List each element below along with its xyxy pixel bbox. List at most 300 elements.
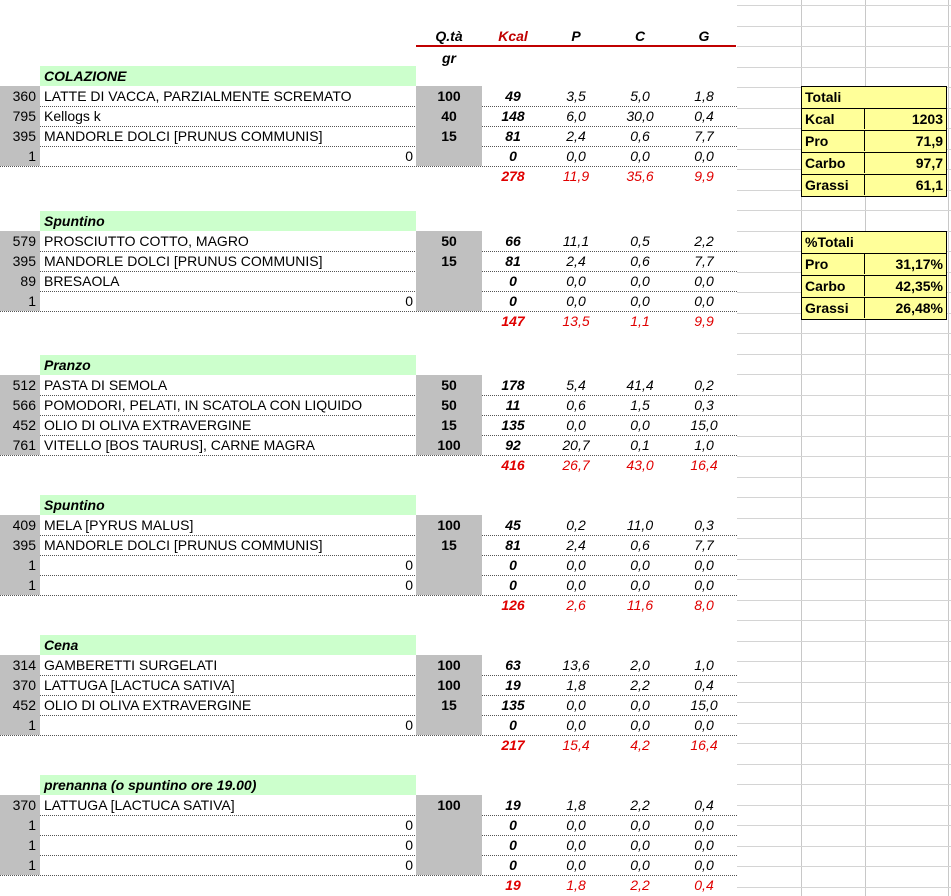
carbs-cell[interactable]: 0,1 (630, 437, 650, 453)
protein-cell[interactable]: 3,5 (566, 88, 586, 104)
grid-row-line (737, 210, 951, 211)
food-row[interactable] (0, 106, 737, 127)
percent-title: %Totali (805, 234, 854, 250)
food-code-cell[interactable]: 395 (0, 535, 40, 555)
zero-cell[interactable]: 0 (405, 817, 413, 833)
fat-cell[interactable]: 0,4 (694, 677, 714, 693)
grid-row-line (737, 538, 951, 539)
meal-sum-row (0, 595, 737, 615)
food-code-cell[interactable]: 761 (0, 435, 40, 455)
zero-cell[interactable] (300, 795, 416, 815)
food-code-cell[interactable]: 1 (0, 575, 40, 595)
food-name-cell[interactable]: Kellogs k (44, 108, 101, 124)
food-code-cell[interactable]: 370 (0, 795, 40, 815)
zero-cell[interactable] (300, 435, 416, 455)
food-code-cell[interactable]: 566 (0, 395, 40, 415)
fat-cell[interactable]: 2,2 (694, 233, 714, 249)
sum-carbs-cell: 43,0 (626, 457, 654, 473)
food-name-cell[interactable]: GAMBERETTI SURGELATI (44, 657, 218, 673)
carbs-cell[interactable]: 0,0 (630, 697, 650, 713)
food-code-cell[interactable]: 360 (0, 86, 40, 106)
carbs-cell[interactable]: 0,6 (630, 537, 650, 553)
totals-label: Carbo (802, 153, 865, 173)
sum-kcal-cell: 19 (505, 877, 521, 893)
fat-cell[interactable]: 1,0 (694, 657, 714, 673)
percent-value: 26,48% (895, 300, 943, 316)
sum-fat-cell: 9,9 (694, 168, 714, 184)
food-row[interactable] (0, 231, 737, 252)
protein-cell[interactable]: 6,0 (566, 108, 586, 124)
food-code-cell[interactable]: 452 (0, 695, 40, 715)
quantity-cell[interactable]: 15 (416, 695, 482, 715)
grid-row-line (737, 559, 951, 560)
grid-row-line (737, 866, 951, 867)
food-name-cell[interactable]: OLIO DI OLIVA EXTRAVERGINE (44, 697, 252, 713)
kcal-cell[interactable]: 92 (505, 437, 521, 453)
grid-row-line (737, 682, 951, 683)
fat-cell[interactable]: 1,0 (694, 437, 714, 453)
grid-row-line (737, 518, 951, 519)
zero-cell[interactable] (300, 375, 416, 395)
totals-header-row (802, 87, 946, 109)
zero-cell[interactable]: 0 (405, 577, 413, 593)
food-row[interactable] (0, 435, 737, 456)
sum-fat-cell: 9,9 (694, 313, 714, 329)
food-name-cell[interactable]: PROSCIUTTO COTTO, MAGRO (44, 233, 249, 249)
grid-row-line (737, 579, 951, 580)
kcal-cell[interactable]: 0 (509, 857, 517, 873)
fat-cell[interactable]: 15,0 (690, 417, 718, 433)
meal-sum-row (0, 311, 737, 331)
grid-row-line (737, 702, 951, 703)
food-row[interactable] (0, 815, 737, 836)
grid-row-line (737, 825, 951, 826)
fat-cell[interactable]: 0,0 (694, 857, 714, 873)
protein-cell[interactable]: 0,0 (566, 273, 586, 289)
carbs-cell[interactable]: 0,0 (630, 577, 650, 593)
percent-row[interactable] (802, 276, 946, 298)
kcal-cell[interactable]: 45 (505, 517, 521, 533)
totals-label: Grassi (802, 175, 865, 195)
fat-cell[interactable]: 0,0 (694, 817, 714, 833)
fat-cell[interactable]: 0,0 (694, 717, 714, 733)
grid-row-line (737, 805, 951, 806)
sum-protein-cell: 2,6 (566, 597, 586, 613)
zero-cell[interactable] (300, 86, 416, 106)
zero-cell[interactable]: 0 (405, 837, 413, 853)
totals-row[interactable] (802, 175, 946, 196)
kcal-cell[interactable]: 135 (501, 417, 525, 433)
zero-cell[interactable] (300, 675, 416, 695)
meal-sum-row (0, 455, 737, 475)
carbs-cell[interactable]: 30,0 (626, 108, 654, 124)
fat-cell[interactable]: 7,7 (694, 128, 714, 144)
quantity-cell[interactable]: 100 (416, 675, 482, 695)
food-code-cell[interactable]: 314 (0, 655, 40, 675)
totals-label: Kcal (802, 109, 865, 129)
quantity-cell[interactable] (416, 271, 482, 291)
kcal-cell[interactable]: 0 (509, 577, 517, 593)
food-code-cell[interactable]: 1 (0, 146, 40, 166)
percent-label: Carbo (802, 276, 865, 296)
protein-cell[interactable]: 0,0 (566, 417, 586, 433)
carbs-cell[interactable]: 2,0 (630, 657, 650, 673)
sum-protein-cell: 15,4 (562, 737, 590, 753)
kcal-cell[interactable]: 11 (505, 397, 521, 413)
sum-protein-cell: 11,9 (562, 168, 590, 184)
kcal-cell[interactable]: 0 (509, 273, 517, 289)
protein-cell[interactable]: 2,4 (566, 253, 586, 269)
grid-column-line (948, 0, 949, 896)
kcal-cell[interactable]: 49 (505, 88, 521, 104)
protein-cell[interactable]: 0,0 (566, 837, 586, 853)
kcal-cell[interactable]: 0 (509, 837, 517, 853)
header-underline (416, 45, 736, 47)
kcal-cell[interactable]: 0 (509, 817, 517, 833)
food-name-cell[interactable]: OLIO DI OLIVA EXTRAVERGINE (44, 417, 252, 433)
totals-row[interactable] (802, 109, 946, 131)
zero-cell[interactable] (300, 251, 416, 271)
fat-cell[interactable]: 0,3 (694, 397, 714, 413)
quantity-cell[interactable]: 100 (416, 435, 482, 455)
zero-cell[interactable]: 0 (405, 293, 413, 309)
carbs-cell[interactable]: 0,5 (630, 233, 650, 249)
zero-cell[interactable]: 0 (405, 857, 413, 873)
food-code-cell[interactable]: 89 (0, 271, 40, 291)
quantity-cell[interactable] (416, 291, 482, 311)
fat-cell[interactable]: 0,4 (694, 797, 714, 813)
grid-row-line (737, 620, 951, 621)
grid-row-line (737, 477, 951, 478)
kcal-cell[interactable]: 19 (505, 677, 521, 693)
quantity-cell[interactable]: 100 (416, 655, 482, 675)
food-name-cell[interactable]: PASTA DI SEMOLA (44, 377, 168, 393)
meal-title[interactable]: Spuntino (40, 211, 416, 231)
food-code-cell[interactable]: 1 (0, 815, 40, 835)
grid-row-line (737, 46, 951, 47)
zero-cell[interactable] (300, 415, 416, 435)
food-name-cell[interactable]: VITELLO [BOS TAURUS], CARNE MAGRA (44, 437, 315, 453)
totals-value: 71,9 (915, 133, 943, 149)
protein-cell[interactable]: 0,0 (566, 293, 586, 309)
food-code-cell[interactable]: 1 (0, 835, 40, 855)
carbs-cell[interactable]: 0,0 (630, 293, 650, 309)
quantity-cell[interactable] (416, 146, 482, 166)
zero-cell[interactable] (300, 535, 416, 555)
grid-row-line (737, 661, 951, 662)
protein-cell[interactable]: 0,0 (566, 717, 586, 733)
carbs-cell[interactable]: 0,6 (630, 253, 650, 269)
food-row[interactable] (0, 515, 737, 536)
food-row[interactable] (0, 695, 737, 716)
fat-cell[interactable]: 0,2 (694, 377, 714, 393)
food-row[interactable] (0, 855, 737, 876)
grid-row-line (737, 497, 951, 498)
grid-row-line (737, 600, 951, 601)
grid-row-line (737, 5, 951, 6)
food-row[interactable] (0, 655, 737, 676)
sum-fat-cell: 8,0 (694, 597, 714, 613)
zero-cell[interactable] (300, 106, 416, 126)
food-code-cell[interactable]: 395 (0, 251, 40, 271)
food-name-cell[interactable]: POMODORI, PELATI, IN SCATOLA CON LIQUIDO (44, 397, 363, 413)
grid-row-line (737, 723, 951, 724)
totals-label: Pro (802, 131, 865, 151)
food-code-cell[interactable]: 1 (0, 291, 40, 311)
protein-cell[interactable]: 1,8 (566, 677, 586, 693)
sum-fat-cell: 16,4 (690, 457, 718, 473)
protein-cell[interactable]: 0,0 (566, 557, 586, 573)
fat-cell[interactable]: 7,7 (694, 253, 714, 269)
food-name-cell[interactable]: MANDORLE DOLCI [PRUNUS COMMUNIS] (44, 537, 323, 553)
kcal-cell[interactable]: 81 (505, 128, 521, 144)
protein-cell[interactable]: 0,0 (566, 857, 586, 873)
carbs-cell[interactable]: 0,0 (630, 557, 650, 573)
protein-cell[interactable]: 2,4 (566, 128, 586, 144)
food-row[interactable] (0, 271, 737, 292)
totals-row[interactable] (802, 153, 946, 175)
food-code-cell[interactable]: 395 (0, 126, 40, 146)
quantity-cell[interactable]: 15 (416, 251, 482, 271)
food-row[interactable] (0, 795, 737, 816)
percent-value: 42,35% (895, 278, 943, 294)
grid-row-line (737, 415, 951, 416)
sum-fat-cell: 16,4 (690, 737, 718, 753)
meal-title[interactable]: prenanna (o spuntino ore 19.00) (40, 775, 416, 795)
grid-row-line (737, 887, 951, 888)
zero-cell[interactable]: 0 (405, 717, 413, 733)
quantity-cell[interactable] (416, 575, 482, 595)
food-code-cell[interactable]: 512 (0, 375, 40, 395)
percent-row[interactable] (802, 298, 946, 319)
food-code-cell[interactable]: 1 (0, 555, 40, 575)
carbs-cell[interactable]: 0,0 (630, 817, 650, 833)
carbs-cell[interactable]: 1,5 (630, 397, 650, 413)
food-code-cell[interactable]: 409 (0, 515, 40, 535)
grid-row-line (737, 764, 951, 765)
carbs-cell[interactable]: 0,0 (630, 857, 650, 873)
food-row[interactable] (0, 86, 737, 107)
zero-cell[interactable] (300, 695, 416, 715)
meal-title[interactable]: Spuntino (40, 495, 416, 515)
protein-cell[interactable]: 0,0 (566, 148, 586, 164)
header-qty: Q.tà (435, 28, 463, 44)
grid-row-line (737, 784, 951, 785)
header-kcal: Kcal (498, 28, 528, 44)
food-row[interactable] (0, 146, 737, 167)
food-name-cell[interactable]: BRESAOLA (44, 273, 120, 289)
fat-cell[interactable]: 0,0 (694, 557, 714, 573)
meal-title[interactable]: Cena (40, 635, 416, 655)
percent-row[interactable] (802, 254, 946, 276)
protein-cell[interactable]: 0,0 (566, 817, 586, 833)
protein-cell[interactable]: 11,1 (562, 233, 590, 249)
food-name-cell[interactable]: MANDORLE DOLCI [PRUNUS COMMUNIS] (44, 128, 323, 144)
carbs-cell[interactable]: 2,2 (630, 677, 650, 693)
quantity-cell[interactable]: 40 (416, 106, 482, 126)
totals-row[interactable] (802, 131, 946, 153)
header-g: G (698, 28, 710, 44)
food-code-cell[interactable]: 795 (0, 106, 40, 126)
meal-sum-row (0, 166, 737, 186)
fat-cell[interactable]: 0,0 (694, 577, 714, 593)
zero-cell[interactable] (300, 231, 416, 251)
percent-value: 31,17% (895, 256, 943, 272)
food-row[interactable] (0, 251, 737, 272)
carbs-cell[interactable]: 0,6 (630, 128, 650, 144)
kcal-cell[interactable]: 0 (509, 293, 517, 309)
fat-cell[interactable]: 0,0 (694, 837, 714, 853)
kcal-cell[interactable]: 81 (505, 537, 521, 553)
grid-row-line (737, 333, 951, 334)
grid-row-line (737, 743, 951, 744)
carbs-cell[interactable]: 0,0 (630, 148, 650, 164)
quantity-cell[interactable]: 15 (416, 415, 482, 435)
meal-sum-row (0, 875, 737, 895)
kcal-cell[interactable]: 148 (501, 108, 525, 124)
fat-cell[interactable]: 7,7 (694, 537, 714, 553)
sum-carbs-cell: 35,6 (626, 168, 654, 184)
sum-kcal-cell: 278 (501, 168, 525, 184)
header-p: P (571, 28, 581, 44)
kcal-cell[interactable]: 135 (501, 697, 525, 713)
food-row[interactable] (0, 291, 737, 312)
food-row[interactable] (0, 675, 737, 696)
percent-header-row (802, 232, 946, 254)
quantity-cell[interactable]: 50 (416, 395, 482, 415)
quantity-cell[interactable]: 50 (416, 231, 482, 251)
fat-cell[interactable]: 0,0 (694, 148, 714, 164)
food-row[interactable] (0, 555, 737, 576)
sum-kcal-cell: 147 (501, 313, 525, 329)
food-row[interactable] (0, 575, 737, 596)
fat-cell[interactable]: 0,0 (694, 273, 714, 289)
grid-row-line (737, 456, 951, 457)
sum-carbs-cell: 2,2 (630, 877, 650, 893)
carbs-cell[interactable]: 11,0 (626, 517, 654, 533)
fat-cell[interactable]: 0,3 (694, 517, 714, 533)
sum-carbs-cell: 1,1 (630, 313, 650, 329)
food-code-cell[interactable]: 579 (0, 231, 40, 251)
food-name-cell[interactable]: MELA [PYRUS MALUS] (44, 517, 194, 533)
food-code-cell[interactable]: 370 (0, 675, 40, 695)
percent-label: Grassi (802, 298, 865, 318)
kcal-cell[interactable]: 63 (505, 657, 521, 673)
protein-cell[interactable]: 1,8 (566, 797, 586, 813)
totals-value: 97,7 (915, 155, 943, 171)
food-row[interactable] (0, 415, 737, 436)
fat-cell[interactable]: 1,8 (694, 88, 714, 104)
sum-fat-cell: 0,4 (694, 877, 714, 893)
quantity-cell[interactable]: 100 (416, 515, 482, 535)
meal-title[interactable]: Pranzo (40, 355, 416, 375)
protein-cell[interactable]: 0,0 (566, 697, 586, 713)
totals-box (801, 86, 947, 197)
protein-cell[interactable]: 5,4 (566, 377, 586, 393)
quantity-cell[interactable]: 15 (416, 535, 482, 555)
carbs-cell[interactable]: 5,0 (630, 88, 650, 104)
quantity-cell[interactable] (416, 815, 482, 835)
carbs-cell[interactable]: 41,4 (626, 377, 654, 393)
totals-value: 1203 (911, 111, 943, 127)
food-name-cell[interactable]: MANDORLE DOLCI [PRUNUS COMMUNIS] (44, 253, 323, 269)
fat-cell[interactable]: 15,0 (690, 697, 718, 713)
quantity-cell[interactable] (416, 555, 482, 575)
sum-kcal-cell: 126 (501, 597, 525, 613)
sum-protein-cell: 26,7 (562, 457, 590, 473)
food-row[interactable] (0, 395, 737, 416)
sum-protein-cell: 1,8 (566, 877, 586, 893)
sum-kcal-cell: 217 (501, 737, 525, 753)
kcal-cell[interactable]: 178 (501, 377, 525, 393)
protein-cell[interactable]: 13,6 (562, 657, 590, 673)
food-name-cell[interactable]: LATTE DI VACCA, PARZIALMENTE SCREMATO (44, 88, 352, 104)
percent-box (801, 231, 947, 320)
fat-cell[interactable]: 0,4 (694, 108, 714, 124)
food-row[interactable] (0, 375, 737, 396)
sum-carbs-cell: 4,2 (630, 737, 650, 753)
grid-row-line (737, 354, 951, 355)
carbs-cell[interactable]: 0,0 (630, 717, 650, 733)
kcal-cell[interactable]: 66 (505, 233, 521, 249)
kcal-cell[interactable]: 81 (505, 253, 521, 269)
zero-cell[interactable] (300, 515, 416, 535)
zero-cell[interactable] (300, 655, 416, 675)
protein-cell[interactable]: 20,7 (562, 437, 590, 453)
kcal-cell[interactable]: 0 (509, 717, 517, 733)
protein-cell[interactable]: 0,6 (566, 397, 586, 413)
zero-cell[interactable] (300, 126, 416, 146)
zero-cell[interactable] (300, 271, 416, 291)
quantity-cell[interactable] (416, 855, 482, 875)
quantity-cell[interactable] (416, 715, 482, 735)
food-row[interactable] (0, 535, 737, 556)
food-name-cell[interactable]: LATTUGA [LACTUCA SATIVA] (44, 797, 235, 813)
quantity-cell[interactable]: 100 (416, 86, 482, 106)
sum-kcal-cell: 416 (501, 457, 525, 473)
meal-sum-row (0, 735, 737, 755)
carbs-cell[interactable]: 2,2 (630, 797, 650, 813)
grid-row-line (737, 67, 951, 68)
carbs-cell[interactable]: 0,0 (630, 837, 650, 853)
food-row[interactable] (0, 126, 737, 147)
kcal-cell[interactable]: 0 (509, 557, 517, 573)
quantity-cell[interactable]: 15 (416, 126, 482, 146)
protein-cell[interactable]: 2,4 (566, 537, 586, 553)
carbs-cell[interactable]: 0,0 (630, 417, 650, 433)
quantity-cell[interactable]: 50 (416, 375, 482, 395)
protein-cell[interactable]: 0,0 (566, 577, 586, 593)
food-row[interactable] (0, 835, 737, 856)
food-code-cell[interactable]: 452 (0, 415, 40, 435)
header-unit: gr (442, 50, 456, 66)
food-code-cell[interactable]: 1 (0, 855, 40, 875)
food-code-cell[interactable]: 1 (0, 715, 40, 735)
zero-cell[interactable] (300, 395, 416, 415)
zero-cell[interactable]: 0 (405, 148, 413, 164)
food-row[interactable] (0, 715, 737, 736)
meal-title[interactable]: COLAZIONE (40, 66, 416, 86)
quantity-cell[interactable] (416, 835, 482, 855)
quantity-cell[interactable]: 100 (416, 795, 482, 815)
protein-cell[interactable]: 0,2 (566, 517, 586, 533)
carbs-cell[interactable]: 0,0 (630, 273, 650, 289)
fat-cell[interactable]: 0,0 (694, 293, 714, 309)
kcal-cell[interactable]: 0 (509, 148, 517, 164)
kcal-cell[interactable]: 19 (505, 797, 521, 813)
food-name-cell[interactable]: LATTUGA [LACTUCA SATIVA] (44, 677, 235, 693)
zero-cell[interactable]: 0 (405, 557, 413, 573)
